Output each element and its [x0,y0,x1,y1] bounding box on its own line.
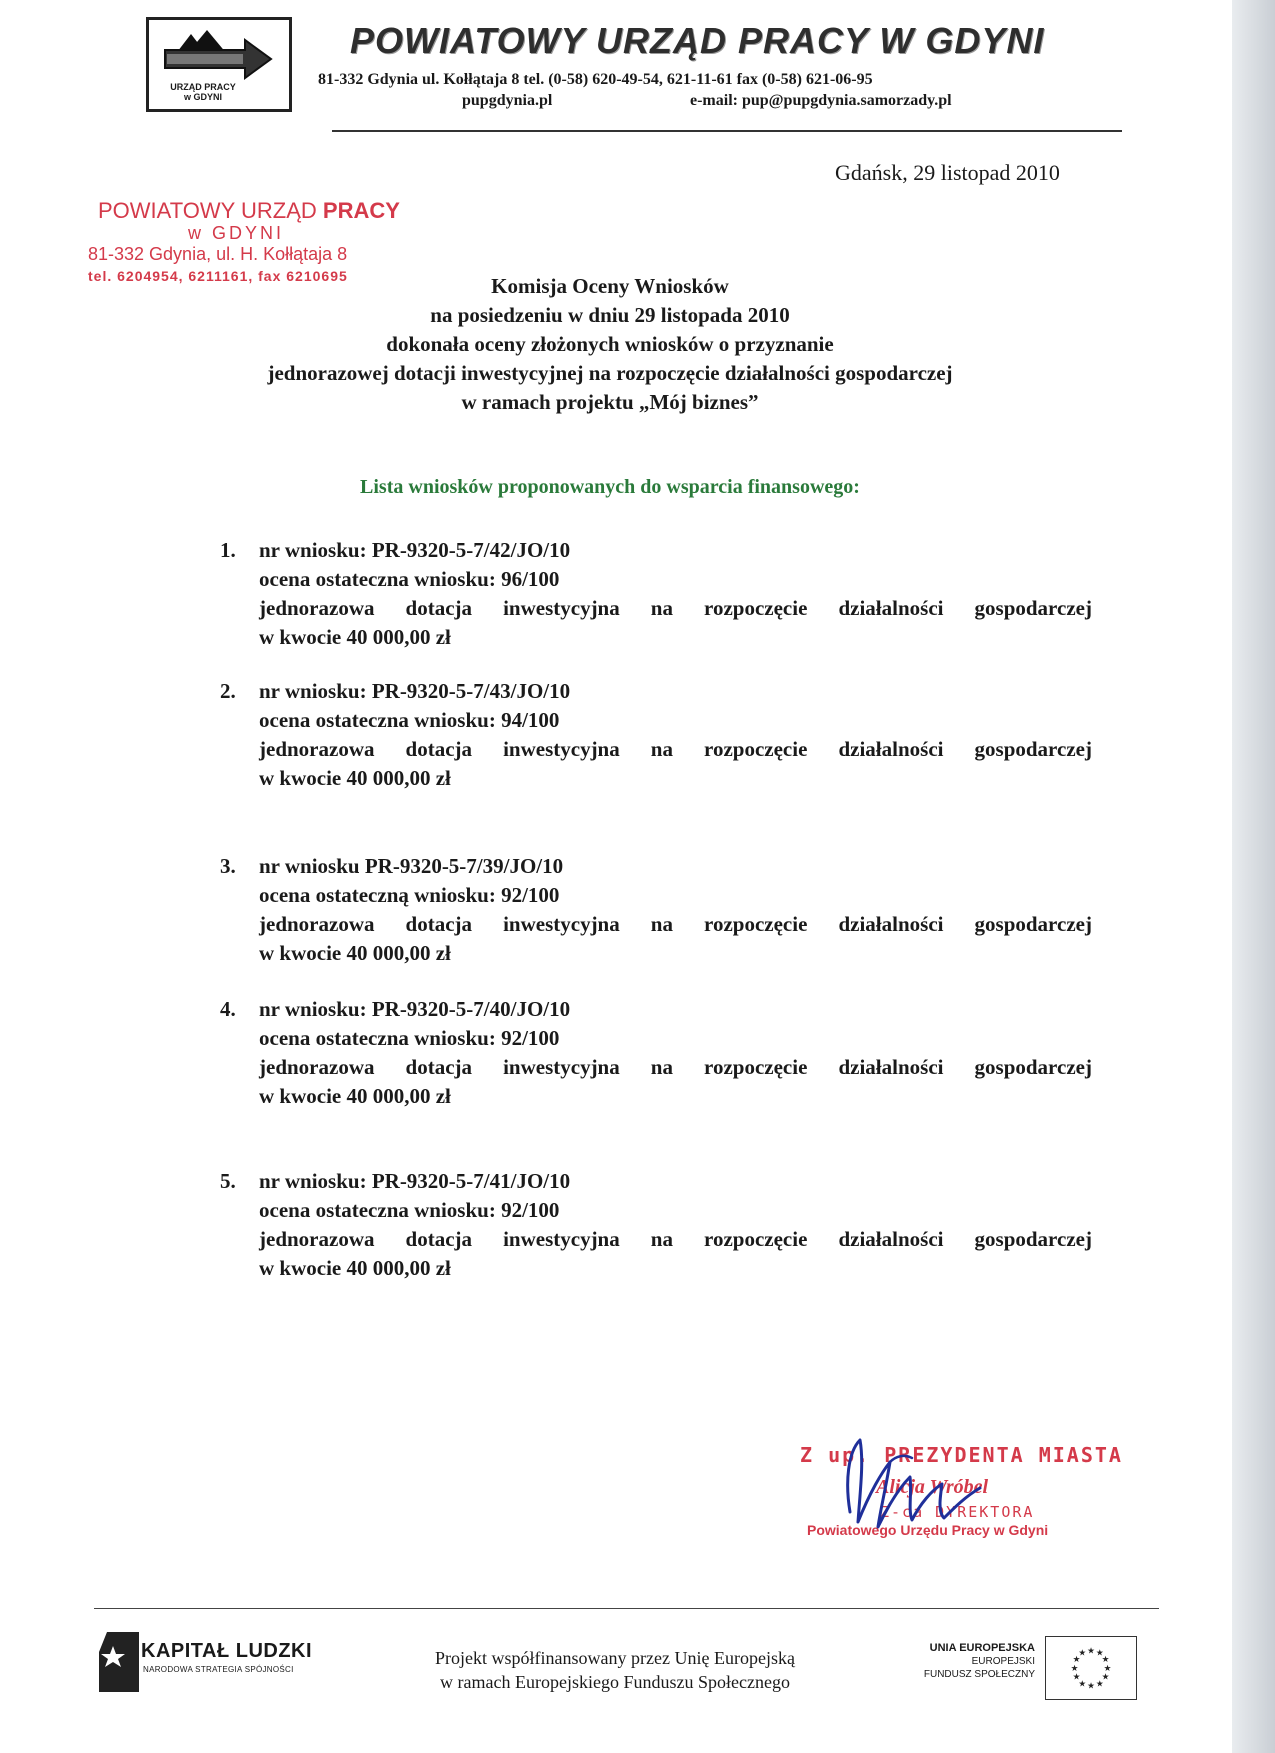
heading-block [190,272,1030,417]
stamp-line-2: w GDYNI [188,223,285,243]
item-amount: w kwocie 40 000,00 zł [259,1084,451,1108]
item-grant-description: jednorazowa dotacja inwestycyjna na rozpoczęcie działalności gospodarczej [259,1055,1092,1079]
item-amount: w kwocie 40 000,00 zł [259,1256,451,1280]
address-line: 81-332 Gdynia ul. Kołłątaja 8 tel. (0-58) 620-49-54, 621-11-61 fax (0-58) 621-06-95 [318,71,873,88]
project-line-2: w ramach Europejskiego Funduszu Społecznego [440,1672,790,1692]
footer-divider [94,1608,1159,1609]
email[interactable]: e-mail: pup@pupgdynia.samorzady.pl [690,92,952,109]
item-score: ocena ostateczna wniosku: 92/100 [259,1026,560,1050]
svg-text:★: ★ [1072,1672,1081,1683]
item-number: 1. [220,538,236,562]
logo-caption-1: URZĄD PRACY [170,82,236,92]
signature-stamp-line-3: Z-ca DYREKTORA [880,1503,1035,1521]
item-grant-description: jednorazowa dotacja inwestycyjna na rozpoczęcie działalności gospodarczej [259,596,1092,620]
item-score: ocena ostateczna wniosku: 96/100 [259,567,560,591]
item-number: 5. [220,1169,236,1193]
kapital-ludzki-title: KAPITAŁ LUDZKI [141,1640,313,1662]
item-grant-description: jednorazowa dotacja inwestycyjna na rozpoczęcie działalności gospodarczej [259,912,1092,936]
eu-text-block [880,1642,1035,1681]
header-divider [332,130,1122,132]
heading-line-4: jednorazowej dotacji inwestycyjnej na rozpoczęcie działalności gospodarczej [267,361,953,385]
svg-text:★: ★ [1072,1655,1081,1666]
item-application-no: nr wniosku: PR-9320-5-7/42/JO/10 [259,538,571,562]
stamp-line-4: tel. 6204954, 6211161, fax 6210695 [88,268,348,284]
stamp-line-3: 81-332 Gdynia, ul. H. Kołłątaja 8 [88,244,348,264]
item-application-no: nr wniosku: PR-9320-5-7/41/JO/10 [259,1169,571,1193]
svg-text:★: ★ [1103,1663,1112,1674]
kapital-ludzki-logo-icon [99,1632,139,1692]
item-amount: w kwocie 40 000,00 zł [259,766,451,790]
signature-stamp-line-1: Z up. PREZYDENTA MIASTA [800,1443,1123,1467]
item-application-no: nr wniosku: PR-9320-5-7/43/JO/10 [259,679,571,703]
svg-text:★: ★ [1087,1646,1095,1657]
document-date: Gdańsk, 29 listopad 2010 [835,160,1060,185]
list-title: Lista wniosków proponowanych do wsparcia finansowego: [360,476,860,498]
item-application-no: nr wniosku PR-9320-5-7/39/JO/10 [259,854,564,878]
heading-line-2: na posiedzeniu w dniu 29 listopada 2010 [430,303,790,327]
eu-line-1: UNIA EUROPEJSKA [929,1642,1035,1654]
item-number: 3. [220,854,236,878]
item-amount: w kwocie 40 000,00 zł [259,625,451,649]
org-title: POWIATOWY URZĄD PRACY W GDYNI [350,20,1045,61]
item-number: 4. [220,997,236,1021]
eu-flag-icon [1045,1636,1137,1700]
svg-text:★: ★ [1101,1672,1110,1683]
eu-line-3: FUNDUSZ SPOŁECZNY [923,1669,1035,1680]
svg-text:★: ★ [1078,1648,1087,1659]
svg-text:★: ★ [1078,1679,1087,1690]
item-number: 2. [220,679,236,703]
svg-text:★: ★ [1101,1655,1110,1666]
signature-stamp-name: Alicja Wróbel [876,1476,989,1498]
item-grant-description: jednorazowa dotacja inwestycyjna na rozpoczęcie działalności gospodarczej [259,1227,1092,1251]
item-score: ocena ostateczna wniosku: 94/100 [259,708,560,732]
stamp-line-1 [98,198,400,224]
stamp-line-1b: PRACY [322,198,400,223]
signature-stamp-line-4: Powiatowego Urzędu Pracy w Gdyni [807,1522,1049,1538]
svg-text:★: ★ [1095,1679,1104,1690]
heading-line-3: dokonała oceny złożonych wniosków o przyznanie [386,332,834,356]
project-cofinancing-note [395,1646,835,1694]
item-score: ocena ostateczna wniosku: 92/100 [259,1198,560,1222]
website[interactable]: pupgdynia.pl [462,92,553,109]
svg-text:★: ★ [1070,1663,1079,1674]
project-line-1: Projekt współfinansowany przez Unię Europejską [435,1648,795,1668]
stamp-line-1a: POWIATOWY URZĄD [98,198,323,223]
heading-line-5: w ramach projektu „Mój biznes” [461,390,759,414]
svg-text:★: ★ [1087,1681,1095,1692]
item-grant-description: jednorazowa dotacja inwestycyjna na rozpoczęcie działalności gospodarczej [259,737,1092,761]
item-amount: w kwocie 40 000,00 zł [259,941,451,965]
item-application-no: nr wniosku: PR-9320-5-7/40/JO/10 [259,997,571,1021]
pup-logo [146,17,292,112]
eu-line-2: EUROPEJSKI [971,1656,1035,1667]
logo-caption-2: w GDYNI [183,92,222,102]
kapital-ludzki-subtitle: NARODOWA STRATEGIA SPÓJNOŚCI [143,1665,294,1674]
heading-line-1: Komisja Oceny Wniosków [491,274,729,298]
svg-text:★: ★ [1095,1648,1104,1659]
handwritten-signature [820,1432,1020,1542]
scan-edge [1232,0,1275,1753]
item-score: ocena ostateczną wniosku: 92/100 [259,883,560,907]
